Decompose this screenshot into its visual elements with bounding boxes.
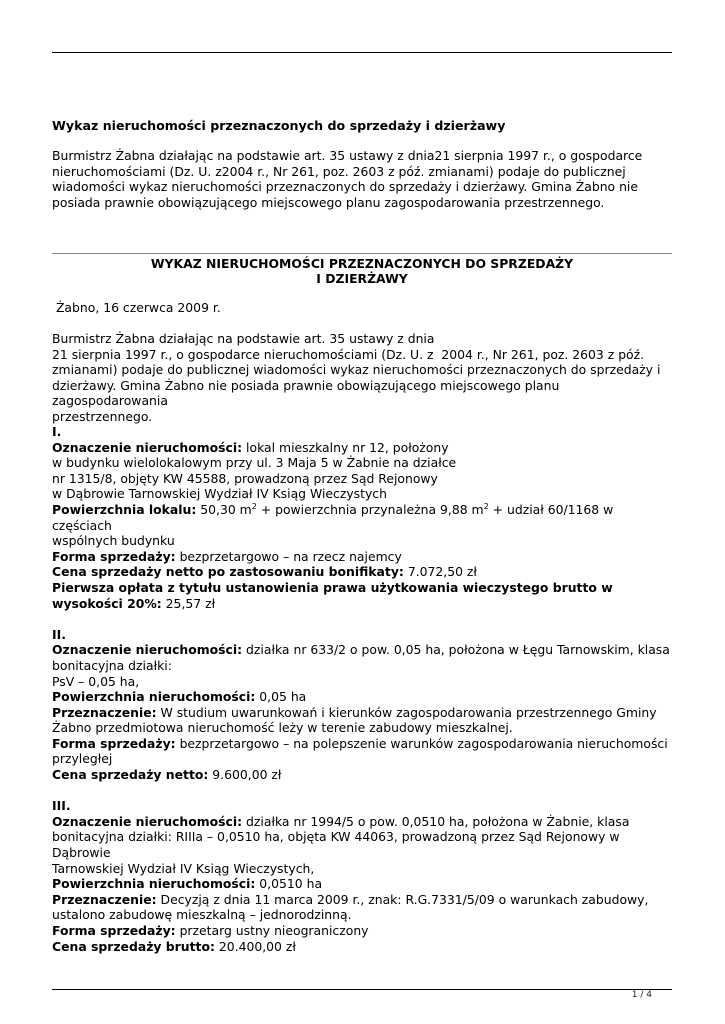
area-label: Powierzchnia nieruchomości:: [52, 689, 256, 705]
designation-row: [52, 440, 672, 456]
area-value: 50,30 m: [196, 501, 252, 517]
fee-label-line: [52, 580, 672, 596]
paragraph-line: przestrzennego.: [52, 408, 153, 424]
designation-line: bonitacyjna działki: RIIIa – 0,0510 ha, objęta KW 44063, prowadzoną przez Sąd Rejonowy w Dąbrowie: [52, 829, 620, 861]
area-line: wspólnych budynku: [52, 533, 175, 549]
designation-row: [52, 642, 672, 658]
property-list: [52, 424, 672, 970]
price-value: 9.600,00 zł: [208, 767, 282, 783]
sale-form-value: bezprzetargowo – na rzecz najemcy: [175, 548, 402, 564]
sale-form-label: Forma sprzedaży:: [52, 735, 176, 751]
intro-line: posiada prawnie obowiązującego miejscowego planu zagospodarowania przestrzennego.: [52, 194, 605, 210]
area-row: [52, 876, 672, 892]
page-title: Wykaz nieruchomości przeznaczonych do sprzedaży i dzierżawy: [52, 118, 506, 133]
designation-line: nr 1315/8, objęty KW 45588, prowadzoną przez Sąd Rejonowy: [52, 470, 438, 486]
document-date: [52, 300, 672, 316]
designation-value: działka nr 633/2 o pow. 0,05 ha, położona w Łęgu Tarnowskim, klasa: [242, 642, 670, 658]
section-number: I.: [52, 424, 62, 439]
purpose-line: Żabno przedmiotowa nieruchomość leży w terenie zabudowy mieszkalnej.: [52, 720, 513, 736]
designation-value: działka nr 1994/5 o pow. 0,0510 ha, położona w Żabnie, klasa: [242, 813, 630, 829]
property-section-3: [52, 798, 672, 954]
designation-line: PsV – 0,05 ha,: [52, 673, 140, 689]
area-row: [52, 689, 672, 705]
purpose-row: [52, 892, 672, 908]
designation-value: lokal mieszkalny nr 12, położony: [242, 439, 449, 455]
purpose-label: Przeznaczenie:: [52, 891, 157, 907]
heading-line-2: I DZIERŻAWY: [316, 271, 408, 286]
property-section-2: [52, 627, 672, 783]
purpose-label: Przeznaczenie:: [52, 704, 157, 720]
price-row: [52, 767, 672, 783]
area-value: 0,05 ha: [255, 689, 307, 705]
paragraph-line: 21 sierpnia 1997 r., o gospodarce nieruchomościami (Dz. U. z 2004 r., Nr 261, poz. 2603 z póź.: [52, 346, 645, 362]
fee-label: Pierwsza opłata z tytułu ustanowienia prawa użytkowania wieczystego brutto w: [52, 579, 613, 595]
superscript: 2: [251, 501, 257, 511]
price-value: 20.400,00 zł: [214, 938, 296, 954]
designation-row: [52, 814, 672, 830]
announcement-paragraph: [52, 331, 672, 425]
footer-divider: [52, 989, 672, 990]
designation-line: bonitacyjna działki:: [52, 657, 172, 673]
intro-line: nieruchomościami (Dz. U. z2004 r., Nr 261, poz. 2603 z póź. zmianami) podaje do publicznej: [52, 163, 626, 179]
sale-form-row: [52, 736, 672, 752]
fee-row: [52, 596, 672, 612]
price-label: Cena sprzedaży netto po zastosowaniu bonifikaty:: [52, 564, 404, 580]
area-label: Powierzchnia nieruchomości:: [52, 876, 256, 892]
price-row: [52, 564, 672, 580]
heading-line-1: WYKAZ NIERUCHOMOŚCI PRZEZNACZONYCH DO SPRZEDAŻY: [150, 256, 574, 271]
purpose-line: ustalono zabudowę mieszkalną – jednorodzinną.: [52, 907, 352, 923]
sale-form-label: Forma sprzedaży:: [52, 923, 176, 938]
fee-value: 25,57 zł: [161, 595, 216, 611]
property-section-1: [52, 424, 672, 611]
designation-line: w budynku wielolokalowym przy ul. 3 Maja 5 w Żabnie na działce: [52, 455, 457, 471]
designation-label: Oznaczenie nieruchomości:: [52, 642, 243, 658]
paragraph-line: dzierżawy. Gmina Żabno nie posiada prawnie obowiązującego miejscowego planu zagospodarowania: [52, 377, 560, 409]
sale-form-value: przetarg ustny nieograniczony: [175, 923, 369, 938]
sale-form-value: bezprzetargowo – na polepszenie warunków zagospodarowania nieruchomości: [175, 735, 668, 751]
section-divider: [52, 253, 672, 254]
purpose-row: [52, 705, 672, 721]
section-number: III.: [52, 798, 71, 814]
intro-line: wiadomości wykaz nieruchomości przeznaczonych do sprzedaży i dzierżawy. Gmina Żabno nie: [52, 179, 638, 195]
paragraph-line: zmianami) podaje do publicznej wiadomości wykaz nieruchomości przeznaczonych do sprzedaży i: [52, 362, 661, 378]
page-indicator: 1 / 4: [631, 990, 652, 1000]
price-label: Cena sprzedaży netto:: [52, 767, 209, 783]
price-label: Cena sprzedaży brutto:: [52, 938, 215, 954]
area-value: 0,0510 ha: [255, 876, 323, 892]
price-row: [52, 939, 672, 955]
area-label: Powierzchnia lokalu:: [52, 501, 197, 517]
intro-line: Burmistrz Żabna działając na podstawie art. 35 ustawy z dnia21 sierpnia 1997 r., o gospodarce: [52, 148, 643, 163]
sale-form-row: [52, 923, 672, 939]
section-number: II.: [52, 626, 66, 642]
area-value: + udział 60/1168 w częściach: [52, 501, 614, 533]
fee-label: wysokości 20%:: [52, 595, 162, 611]
sale-form-line: przyległej: [52, 751, 113, 767]
document-heading: [52, 256, 672, 286]
superscript: 2: [483, 501, 489, 511]
area-row: [52, 502, 672, 533]
date-text: Żabno, 16 czerwca 2009 r.: [52, 300, 221, 315]
designation-label: Oznaczenie nieruchomości:: [52, 813, 243, 829]
designation-line: Tarnowskiej Wydział IV Ksiąg Wieczystych,: [52, 860, 315, 876]
sale-form-label: Forma sprzedaży:: [52, 548, 176, 564]
designation-line: w Dąbrowie Tarnowskiej Wydział IV Ksiąg Wieczystych: [52, 486, 387, 502]
paragraph-line: Burmistrz Żabna działając na podstawie art. 35 ustawy z dnia: [52, 331, 435, 346]
area-value: + powierzchnia przynależna 9,88 m: [256, 501, 484, 517]
purpose-value: W studium uwarunkowań i kierunków zagospodarowania przestrzennego Gminy: [156, 704, 657, 720]
sale-form-row: [52, 549, 672, 565]
price-value: 7.072,50 zł: [403, 564, 477, 580]
intro-paragraph: [52, 148, 672, 210]
designation-label: Oznaczenie nieruchomości:: [52, 439, 243, 455]
purpose-value: Decyzją z dnia 11 marca 2009 r., znak: R.G.7331/5/09 o warunkach zabudowy,: [156, 891, 649, 907]
top-divider: [52, 52, 672, 53]
